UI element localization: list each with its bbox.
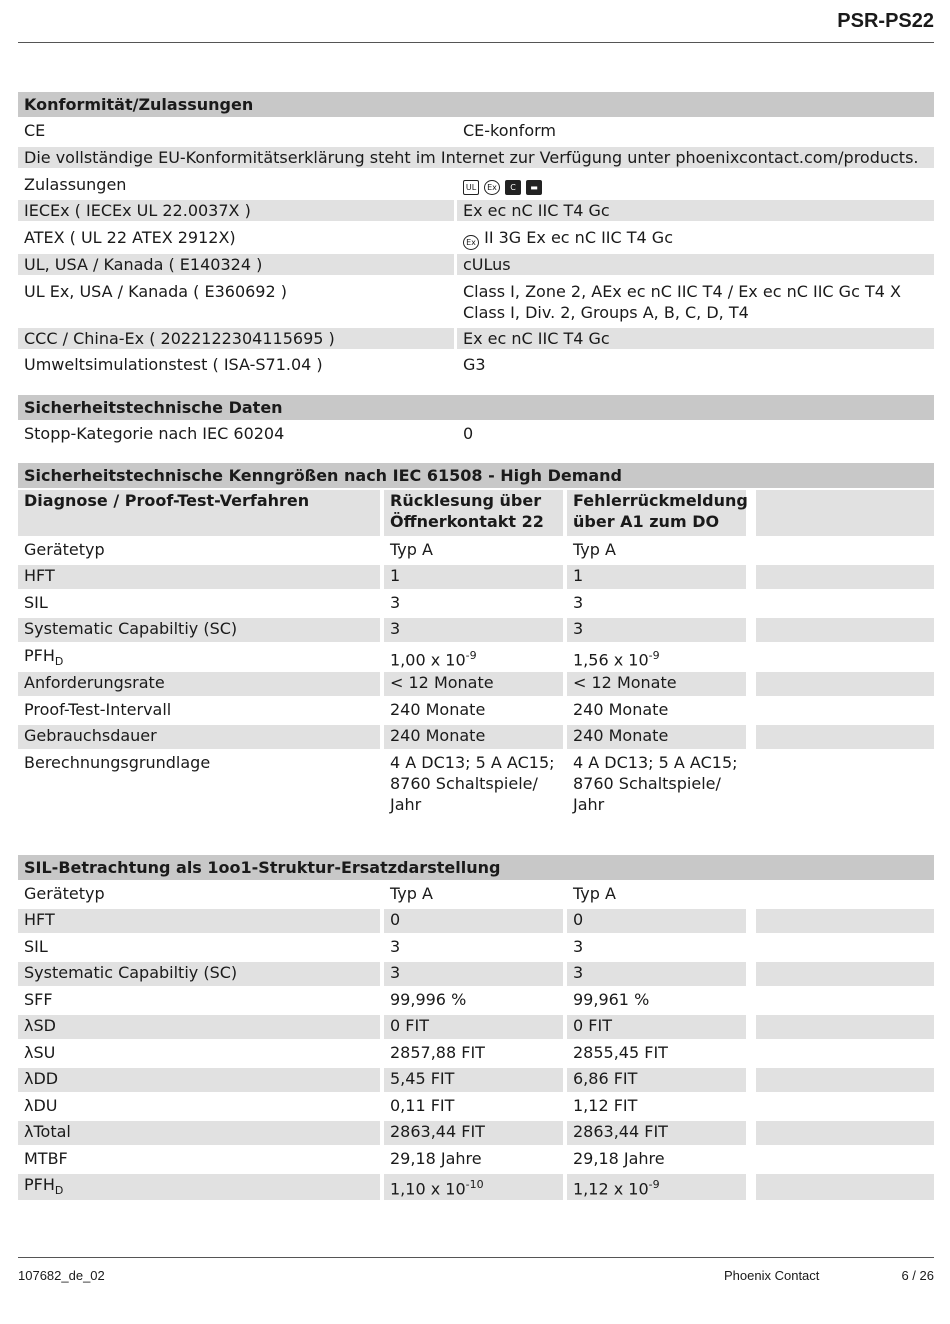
col-header-empty <box>756 490 934 536</box>
approval-icon: ▬ <box>526 180 542 195</box>
ulex-value <box>457 281 934 323</box>
table-cell: 0 <box>567 909 746 933</box>
table-cell: 240 Monate <box>390 700 486 719</box>
table-cell: 1 <box>384 565 563 589</box>
table-cell: 99,961 % <box>573 990 650 1009</box>
table-row-label: HFT <box>18 565 380 589</box>
ce-value: CE-konform <box>463 121 556 140</box>
table-cell <box>384 645 563 670</box>
table-row-label: Systematic Capabiltiy (SC) <box>18 962 380 986</box>
col-header-diagnose: Diagnose / Proof-Test-Verfahren <box>18 490 380 536</box>
col-header-ruecklesung-line2: Öffnerkontakt 22 <box>390 512 544 531</box>
ulex-value-line2: Class I, Div. 2, Groups A, B, C, D, T4 <box>463 303 749 322</box>
table-row-label: λSU <box>24 1043 56 1062</box>
table-cell: 2855,45 FIT <box>573 1043 668 1062</box>
table-cell: Typ A <box>390 884 433 903</box>
section-sil-title: SIL-Betrachtung als 1oo1-Struktur-Ersatzdarstellung <box>18 855 934 880</box>
zulassungen-icons <box>457 174 934 195</box>
table-cell-empty <box>756 909 934 933</box>
table-row-label: λSD <box>18 1015 380 1039</box>
col-header-fehlerrueckmeldung <box>567 490 746 536</box>
table-row-label: λTotal <box>18 1121 380 1145</box>
ul-value: cULus <box>457 254 934 275</box>
table-cell: 3 <box>390 937 401 956</box>
table-cell: 29,18 Jahre <box>573 1149 665 1168</box>
pfh-v2: 1,56 x 10 <box>573 650 649 670</box>
table-cell: 3 <box>390 593 401 612</box>
pfh-v1: 1,00 x 10 <box>390 650 466 670</box>
table-cell <box>567 645 746 670</box>
table-row-label: λDD <box>18 1068 380 1092</box>
ex-icon: Ex <box>484 180 500 195</box>
table-cell <box>567 1174 746 1200</box>
basis-v2-line1: 4 A DC13; 5 A AC15; <box>573 753 738 772</box>
table-cell: 99,996 % <box>390 990 467 1009</box>
iecex-value: Ex ec nC IIC T4 Gc <box>457 200 934 221</box>
header-divider <box>18 42 934 43</box>
table-row-label: Anforderungsrate <box>18 672 380 696</box>
table-cell: 1,12 FIT <box>573 1096 638 1115</box>
table-cell: 2863,44 FIT <box>384 1121 563 1145</box>
umwelt-label: Umweltsimulationstest ( ISA-S71.04 ) <box>24 355 323 374</box>
sil-pfh-v2: 1,12 x 10 <box>573 1179 649 1199</box>
table-cell: 1 <box>567 565 746 589</box>
atex-label: ATEX ( UL 22 ATEX 2912X) <box>24 228 236 247</box>
section-konformitaet-title: Konformität/Zulassungen <box>18 92 934 117</box>
table-cell: 6,86 FIT <box>567 1068 746 1092</box>
atex-value <box>457 227 934 250</box>
doc-id: 107682_de_02 <box>18 1268 105 1283</box>
table-cell: 240 Monate <box>573 700 669 719</box>
zulassungen-label: Zulassungen <box>24 175 127 194</box>
table-row-label: Gerätetyp <box>24 884 105 903</box>
basis-v2-line2: 8760 Schaltspiele/ <box>573 774 721 793</box>
table-cell: 3 <box>573 937 584 956</box>
table-cell-empty <box>756 962 934 986</box>
sil-pfh-sub: D <box>54 1184 64 1198</box>
product-title: PSR-PS22 <box>837 10 934 32</box>
table-cell: Typ A <box>390 540 433 559</box>
section-kenngroessen-title: Sicherheitstechnische Kenngrößen nach IEC 61508 - High Demand <box>18 463 934 488</box>
sil-pfh-v1-exp: -10 <box>465 1178 484 1191</box>
stopp-value: 0 <box>463 424 474 443</box>
ce-label: CE <box>24 121 46 140</box>
sil-pfh-v2-exp: -9 <box>648 1178 660 1191</box>
table-cell: 240 Monate <box>567 725 746 749</box>
table-cell: 0 FIT <box>384 1015 563 1039</box>
table-cell: 5,45 FIT <box>384 1068 563 1092</box>
pfh-label: PFH <box>24 646 55 665</box>
col-header-ruecklesung <box>384 490 563 536</box>
table-row-label: Gerätetyp <box>24 540 105 559</box>
umwelt-value: G3 <box>463 355 486 374</box>
ccc-label: CCC / China-Ex ( 2022122304115695 ) <box>18 328 454 349</box>
table-cell: Typ A <box>573 884 616 903</box>
ulex-label: UL Ex, USA / Kanada ( E360692 ) <box>24 282 287 301</box>
table-cell: 2863,44 FIT <box>567 1121 746 1145</box>
ul-icon: UL <box>463 180 479 195</box>
ul-label: UL, USA / Kanada ( E140324 ) <box>18 254 454 275</box>
pfh-v2-exp: -9 <box>648 649 660 662</box>
table-cell-empty <box>756 725 934 749</box>
table-cell: 240 Monate <box>384 725 563 749</box>
col-header-fehler-line1: Fehlerrückmeldung <box>573 491 748 510</box>
table-cell: Typ A <box>573 540 616 559</box>
table-cell: < 12 Monate <box>384 672 563 696</box>
sil-pfh-v1: 1,10 x 10 <box>390 1179 466 1199</box>
table-row-label: Systematic Capabiltiy (SC) <box>18 618 380 642</box>
table-cell-empty <box>756 618 934 642</box>
table-row-label: SFF <box>24 990 53 1009</box>
ccc-value: Ex ec nC IIC T4 Gc <box>457 328 934 349</box>
ulex-value-line1: Class I, Zone 2, AEx ec nC IIC T4 / Ex ec nC IIC Gc T4 X <box>463 282 901 301</box>
table-row-label: SIL <box>24 937 48 956</box>
stopp-label: Stopp-Kategorie nach IEC 60204 <box>24 424 285 443</box>
conformity-note: Die vollständige EU-Konformitätserklärung steht im Internet zur Verfügung unter phoenixcontact.com/products. <box>18 147 934 168</box>
table-cell: < 12 Monate <box>567 672 746 696</box>
table-row-label: Berechnungsgrundlage <box>24 753 211 772</box>
ccc-icon: C <box>505 180 521 195</box>
table-row-label <box>18 645 380 672</box>
table-row-label: Gebrauchsdauer <box>18 725 380 749</box>
table-row-label: λDU <box>24 1096 58 1115</box>
table-cell-empty <box>756 672 934 696</box>
table-cell: 3 <box>384 618 563 642</box>
table-cell-empty <box>756 1068 934 1092</box>
table-cell: 3 <box>384 962 563 986</box>
table-cell: 0 FIT <box>567 1015 746 1039</box>
table-row-label: MTBF <box>24 1149 68 1168</box>
table-cell: 3 <box>573 593 584 612</box>
col-header-ruecklesung-line1: Rücklesung über <box>390 491 542 510</box>
page-number: 6 / 26 <box>901 1268 934 1283</box>
table-cell: 29,18 Jahre <box>390 1149 482 1168</box>
table-cell-empty <box>756 565 934 589</box>
table-cell-empty <box>756 1121 934 1145</box>
table-cell-empty <box>756 1174 934 1200</box>
ex-icon: Ex <box>463 235 479 250</box>
company-name: Phoenix Contact <box>724 1268 820 1283</box>
table-cell-empty <box>756 1015 934 1039</box>
table-cell: 3 <box>567 962 746 986</box>
iecex-label: IECEx ( IECEx UL 22.0037X ) <box>18 200 454 221</box>
sil-pfh-label: PFH <box>24 1175 55 1194</box>
col-header-fehler-line2: über A1 zum DO <box>573 512 720 531</box>
basis-v1-line2: 8760 Schaltspiele/ <box>390 774 538 793</box>
table-row-label <box>18 1174 380 1200</box>
table-row-label: Proof-Test-Intervall <box>24 700 172 719</box>
basis-v1-line3: Jahr <box>390 795 422 814</box>
table-cell <box>384 1174 563 1200</box>
table-cell: 0,11 FIT <box>390 1096 455 1115</box>
basis-v1-line1: 4 A DC13; 5 A AC15; <box>390 753 555 772</box>
table-row-label: SIL <box>24 593 48 612</box>
pfh-v1-exp: -9 <box>465 649 477 662</box>
table-cell <box>567 752 746 815</box>
footer-divider <box>18 1257 934 1258</box>
table-cell: 2857,88 FIT <box>390 1043 485 1062</box>
pfh-sub: D <box>54 655 64 669</box>
table-cell <box>384 752 563 815</box>
table-cell: 3 <box>567 618 746 642</box>
basis-v2-line3: Jahr <box>573 795 605 814</box>
atex-value-text: II 3G Ex ec nC IIC T4 Gc <box>484 228 673 247</box>
section-sicherheit-title: Sicherheitstechnische Daten <box>18 395 934 420</box>
table-row-label: HFT <box>18 909 380 933</box>
table-cell: 0 <box>384 909 563 933</box>
